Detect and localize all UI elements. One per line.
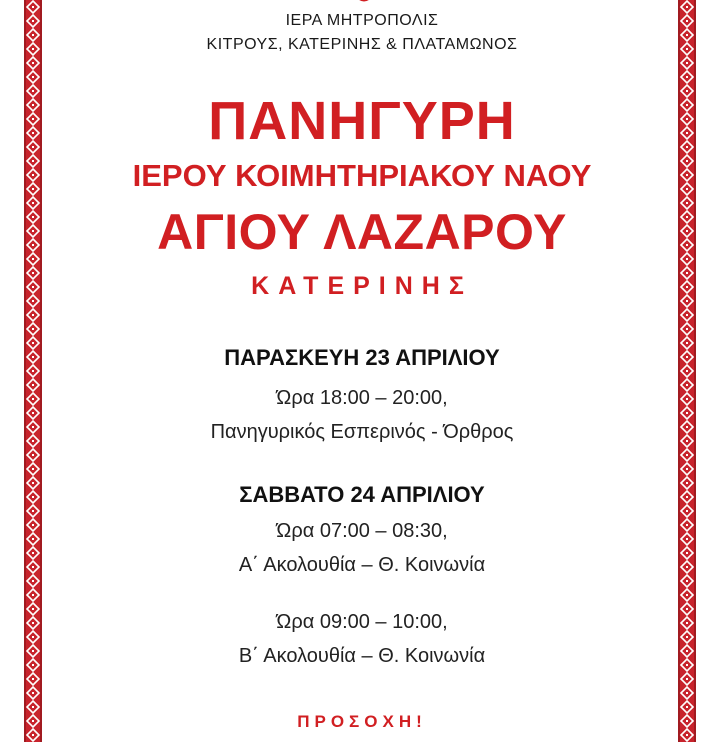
saturday-second-time: Ώρα 09:00 – 10:00, [276, 611, 448, 633]
saturday-first-time: Ώρα 07:00 – 08:30, [276, 520, 448, 542]
friday-service: Πανηγυρικός Εσπερινός - Όρθρος [210, 421, 514, 443]
main-title: ΠΑΝΗΓΥΡΗ [208, 91, 516, 151]
metropolis-line-1: ΙΕΡΑ ΜΗΤΡΟΠΟΛΙΣ [285, 12, 439, 29]
saturday-second-service: Β΄ Ακολουθία – Θ. Κοινωνία [238, 645, 486, 667]
friday-time: Ώρα 18:00 – 20:00, [276, 387, 448, 409]
metropolis-line-2: ΚΙΤΡΟΥΣ, ΚΑΤΕΡΙΝΗΣ & ΠΛΑΤΑΜΩΝΟΣ [206, 36, 518, 53]
decorative-border-right [678, 0, 696, 742]
decorative-border-left [24, 0, 42, 742]
notice-heading: ΠΡΟΣΟΧΗ! [297, 712, 427, 731]
saturday-first-service: Α΄ Ακολουθία – Θ. Κοινωνία [238, 554, 486, 576]
friday-day-heading: ΠΑΡΑΣΚΕΥΗ 23 ΑΠΡΙΛΙΟΥ [224, 345, 500, 370]
city-title: ΚΑΤΕΡΙΝΗΣ [251, 272, 473, 300]
saint-name-title: ΑΓΙΟΥ ΛΑΖΑΡΟΥ [157, 204, 567, 260]
poster [52, 0, 672, 742]
emblem-fragment-icon [350, 0, 378, 6]
church-title-line: ΙΕΡΟΥ ΚΟΙΜΗΤΗΡΙΑΚΟΥ ΝΑΟΥ [132, 158, 592, 193]
saturday-day-heading: ΣΑΒΒΑΤΟ 24 ΑΠΡΙΛΙΟΥ [239, 482, 485, 507]
